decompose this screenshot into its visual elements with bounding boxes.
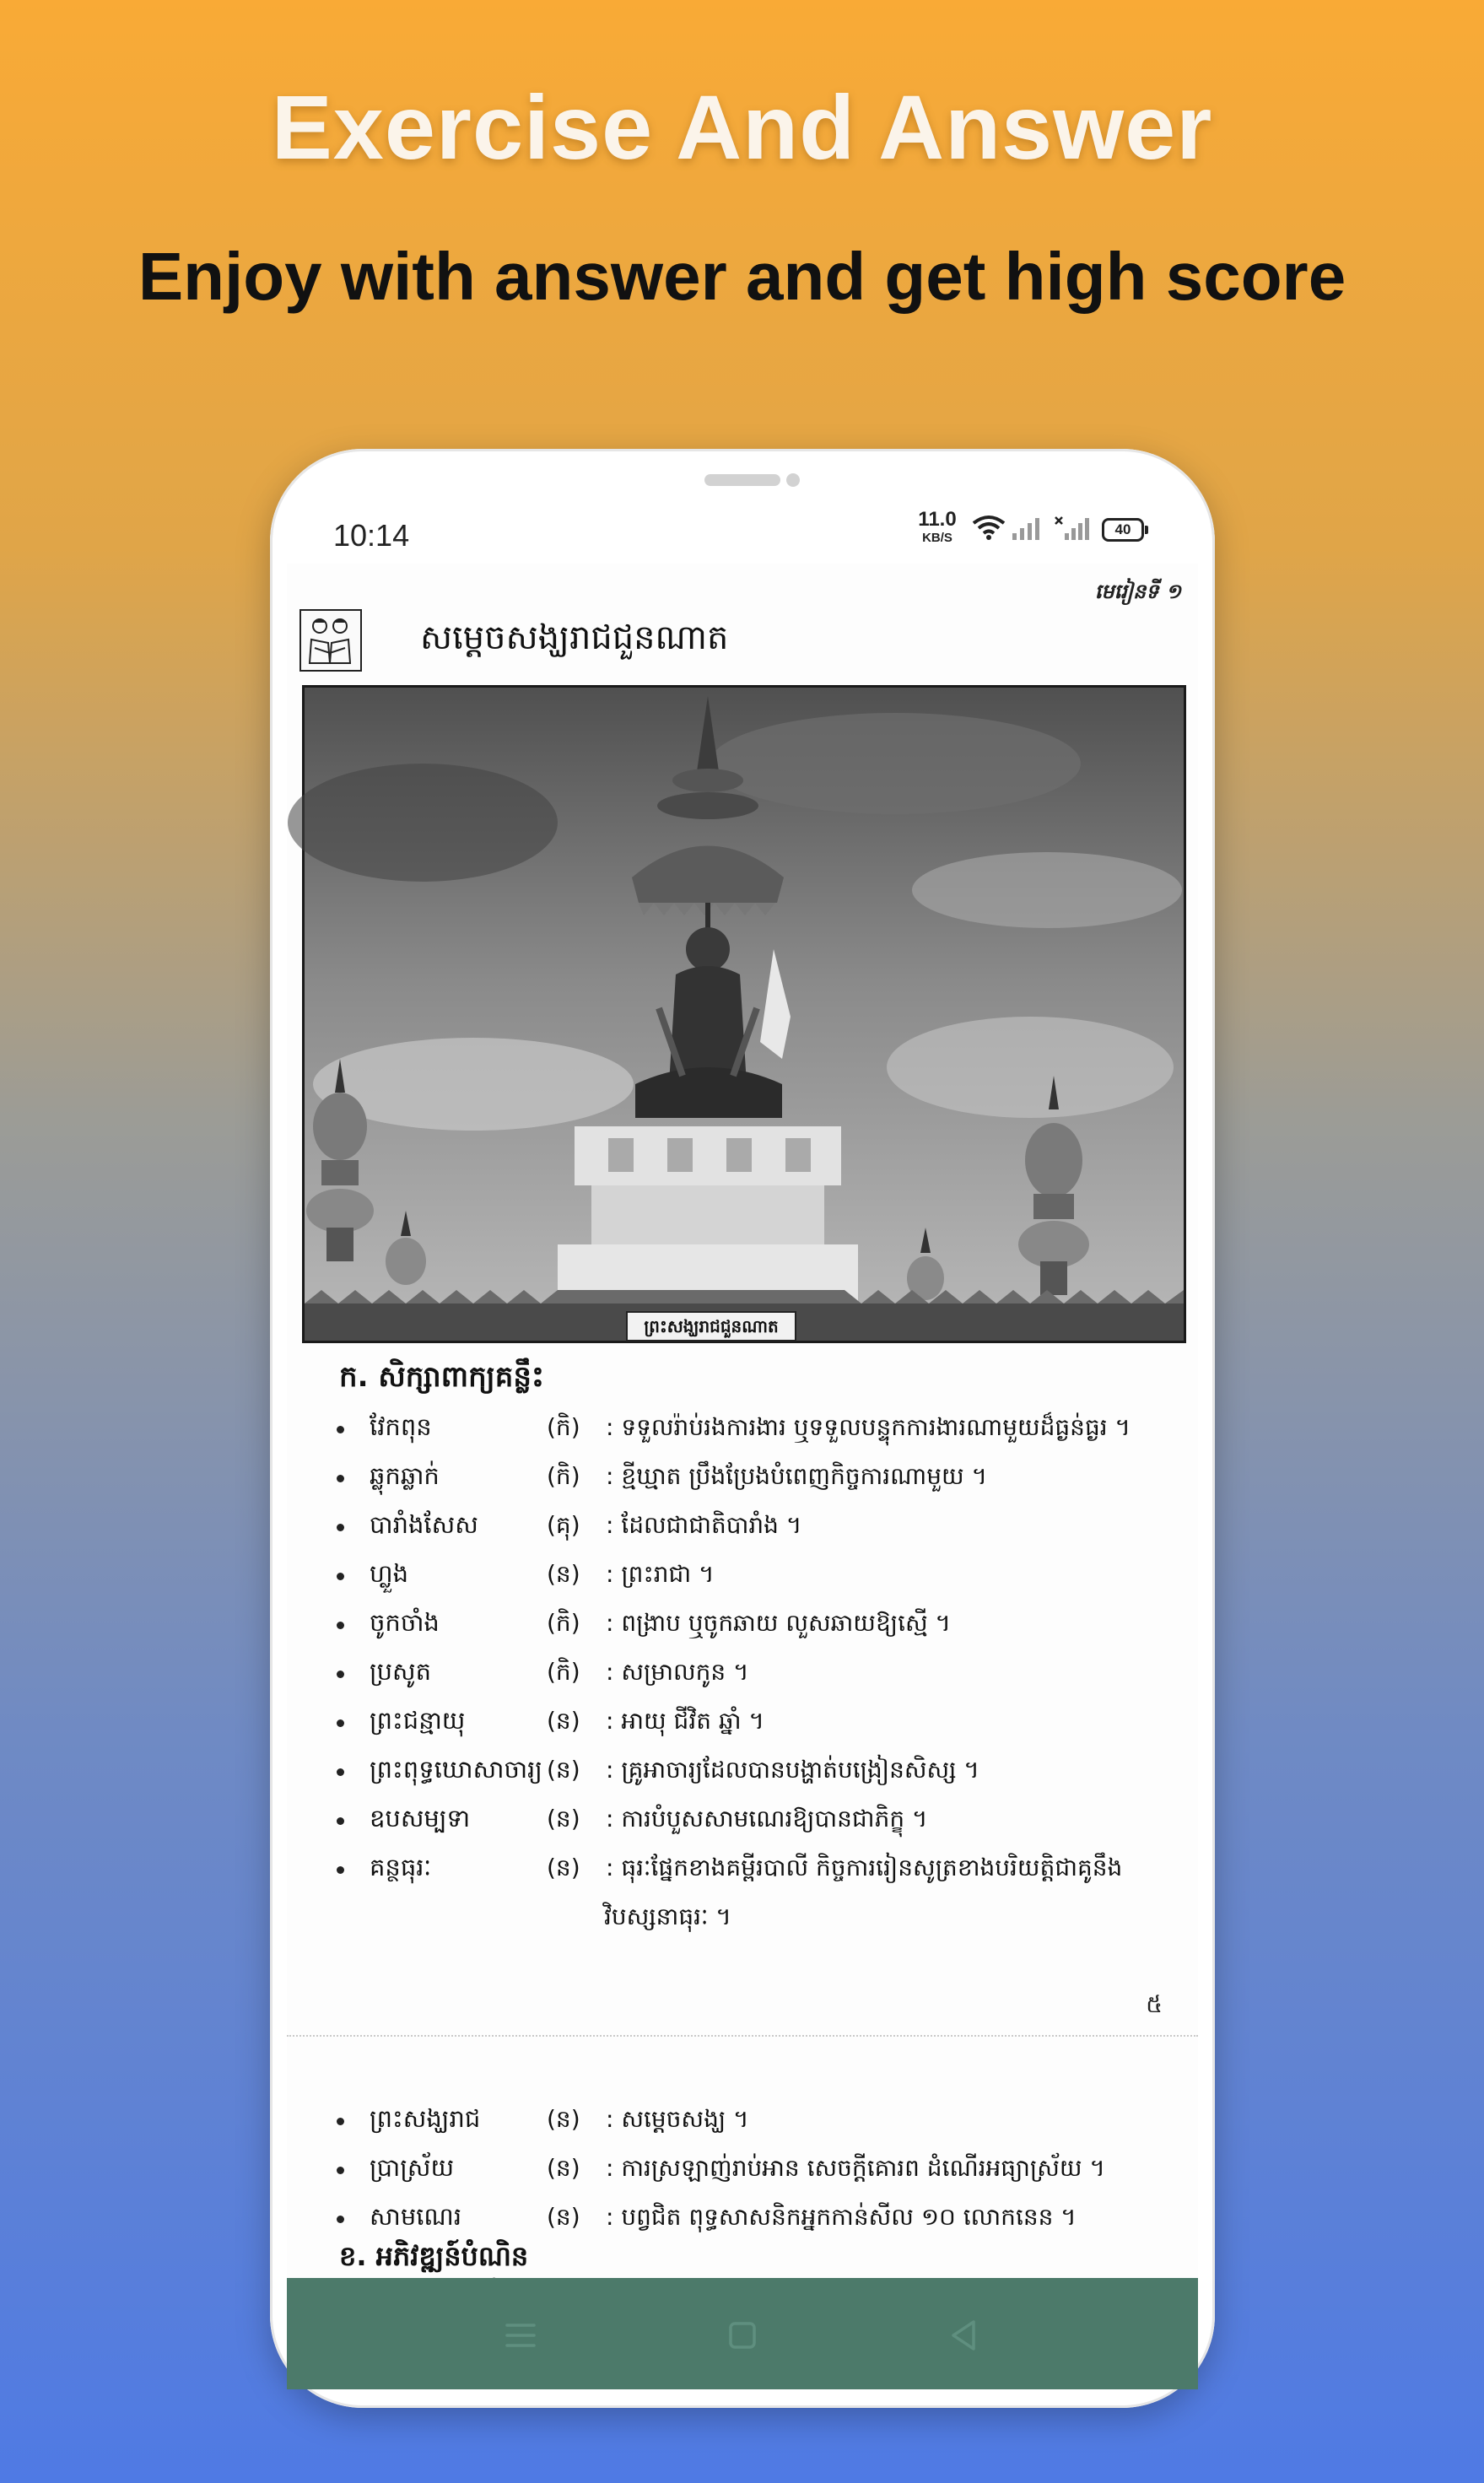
section-b-title: ខ. អភិវឌ្ឍន៍បំណិន	[339, 2240, 529, 2272]
lesson-number: មេរៀនទី ១	[1094, 580, 1181, 603]
photo-caption: ព្រះសង្ឃរាជជួនណាត	[644, 1316, 779, 1336]
page-number: ៥	[1146, 1990, 1163, 2018]
vocab-definition-continued: វិបស្សនាធុរៈ ។	[604, 1903, 731, 1930]
section-a-title: ក. សិក្សាពាក្យគន្លឹះ	[339, 1360, 544, 1394]
vocab-word: ចូកចាំង	[370, 1608, 440, 1637]
bullet	[337, 1719, 344, 1727]
vocab-word: គន្ថធុរៈ	[370, 1853, 432, 1881]
students-reading-icon	[299, 609, 362, 672]
vocab-row	[287, 1848, 1198, 1946]
vocab-definition: : គ្រូអាចារ្យដែលបានបង្ហាត់បង្រៀនសិស្ស ។	[606, 1756, 979, 1784]
bullet	[337, 2216, 344, 2223]
vocab-definition: : ដែលជាជាតិបារាំង ។	[606, 1511, 802, 1539]
vocab-pos: (កិ)	[547, 1462, 580, 1490]
page-divider	[287, 2035, 1198, 2037]
back-icon[interactable]	[936, 2308, 990, 2362]
phone-camera	[786, 473, 800, 487]
phone-speaker	[704, 474, 780, 486]
vocab-pos: (ន)	[547, 1805, 580, 1833]
status-bar	[287, 493, 1198, 564]
vocab-pos: (ន)	[547, 1560, 580, 1588]
bullet	[337, 1475, 344, 1482]
network-speed-unit: KB/S	[922, 531, 952, 545]
bullet	[337, 1524, 344, 1531]
vocab-word: ឆ្លុកឆ្លាក់	[370, 1461, 440, 1490]
network-speed-value: 11.0	[918, 508, 957, 531]
vocab-definition: : សម្រាលកូន ។	[606, 1658, 749, 1686]
network-speed	[912, 510, 963, 544]
wifi-icon	[972, 515, 1006, 544]
vocab-pos: (ន)	[547, 2203, 580, 2231]
vocab-word: សាមណេរ	[370, 2202, 462, 2231]
vocab-row	[287, 1652, 1198, 1701]
vocab-pos: (គុ)	[547, 1511, 580, 1539]
home-icon[interactable]	[715, 2308, 769, 2362]
vocab-row	[287, 2148, 1198, 2197]
bullet	[337, 1426, 344, 1433]
bullet	[337, 2118, 344, 2125]
promo-title: Exercise And Answer	[271, 76, 1213, 178]
vocab-pos: (ន)	[547, 2105, 580, 2133]
bullet	[337, 1573, 344, 1580]
vocab-definition: : សម្តេចសង្ឃ ។	[606, 2105, 749, 2133]
vocab-pos: (កិ)	[547, 1609, 580, 1637]
vocab-pos: (កិ)	[547, 1658, 580, 1686]
navigation-bar	[287, 2278, 1198, 2389]
vocab-pos: (ន)	[547, 1707, 580, 1735]
vocab-row	[287, 1554, 1198, 1603]
vocab-word: ប្រាស្រ័យ	[370, 2153, 455, 2182]
vocab-definition: : ព្រះរាជា ។	[606, 1560, 715, 1588]
vocab-row	[287, 1407, 1198, 1456]
statue-photo	[302, 685, 1186, 1343]
vocab-row	[287, 1701, 1198, 1750]
vocab-definition: : ធុរៈផ្នែកខាងគម្ពីរបាលី កិច្ចការរៀនសូត្រខាងបរិយត្តិជាគូនឹង	[606, 1854, 1123, 1881]
vocab-word: ហ្លួង	[370, 1559, 409, 1588]
promo-subtitle: Enjoy with answer and get high score	[138, 239, 1346, 314]
battery-icon: 40	[1102, 518, 1144, 542]
vocab-definition: : ការបំបួសសាមណេរឱ្យបានជាភិក្ខុ ។	[606, 1805, 928, 1833]
bullet	[337, 1866, 344, 1874]
vocab-word: ព្រះជន្មាយុ	[370, 1706, 466, 1735]
vocab-definition: : បព្វជិត ពុទ្ធសាសនិកអ្នកកាន់សីល ១០ លោកនេន ។	[606, 2203, 1077, 2231]
vocab-row	[287, 1456, 1198, 1505]
vocab-row	[287, 2099, 1198, 2148]
document-page[interactable]	[287, 564, 1198, 2295]
bullet	[337, 1622, 344, 1629]
vocab-word: បារាំងសែស	[370, 1510, 478, 1539]
vocab-pos: (ន)	[547, 1854, 580, 1881]
signal-no-sim-icon	[1055, 516, 1092, 544]
bullet	[337, 2167, 344, 2174]
vocab-list-page-2	[287, 2099, 1198, 2246]
status-time: 10:14	[333, 518, 410, 553]
bullet	[337, 1768, 344, 1776]
menu-icon[interactable]	[494, 2308, 548, 2362]
vocab-word: ព្រះពុទ្ធឃោសាចារ្យ	[370, 1755, 542, 1784]
vocab-definition: : ពង្រាប ឬចូកឆាយ លួសឆាយឱ្យស្មើ ។	[606, 1609, 951, 1637]
bullet	[337, 1671, 344, 1678]
lesson-title: សម្តេចសង្ឃរាជជួនណាត	[420, 618, 729, 657]
phone-frame	[270, 449, 1215, 2408]
phone-screen	[287, 493, 1198, 2389]
vocab-row	[287, 1799, 1198, 1848]
vocab-word: វែកពុន	[370, 1412, 432, 1441]
vocab-definition: : ទទួលរ៉ាប់រងការងារ ឬទទួលបន្ទុកការងារណាមួយដ៏ធ្ងន់ធ្ងរ ។	[606, 1413, 1131, 1441]
vocab-definition: : អាយុ ជីវិត ឆ្នាំ ។	[606, 1707, 764, 1735]
vocab-word: ព្រះសង្ឃរាជ	[370, 2104, 481, 2133]
vocab-row	[287, 1505, 1198, 1554]
bullet	[337, 1817, 344, 1825]
vocab-row	[287, 1750, 1198, 1799]
vocab-word: ឧបសម្បទា	[370, 1804, 471, 1833]
vocab-list	[287, 1407, 1198, 1946]
vocab-pos: (ន)	[547, 1756, 580, 1784]
vocab-definition: : ការស្រឡាញ់រាប់អាន សេចក្តីគោរព ដំណើរអធ្យាស្រ័យ ។	[606, 2154, 1105, 2182]
vocab-word: ប្រសូត	[370, 1657, 432, 1686]
vocab-definition: : ខ្មីឃ្មាត ប្រឹងប្រែងបំពេញកិច្ចការណាមួយ ។	[606, 1462, 988, 1490]
vocab-pos: (កិ)	[547, 1413, 580, 1441]
vocab-row	[287, 1603, 1198, 1652]
signal-icon	[1011, 516, 1044, 544]
vocab-pos: (ន)	[547, 2154, 580, 2182]
